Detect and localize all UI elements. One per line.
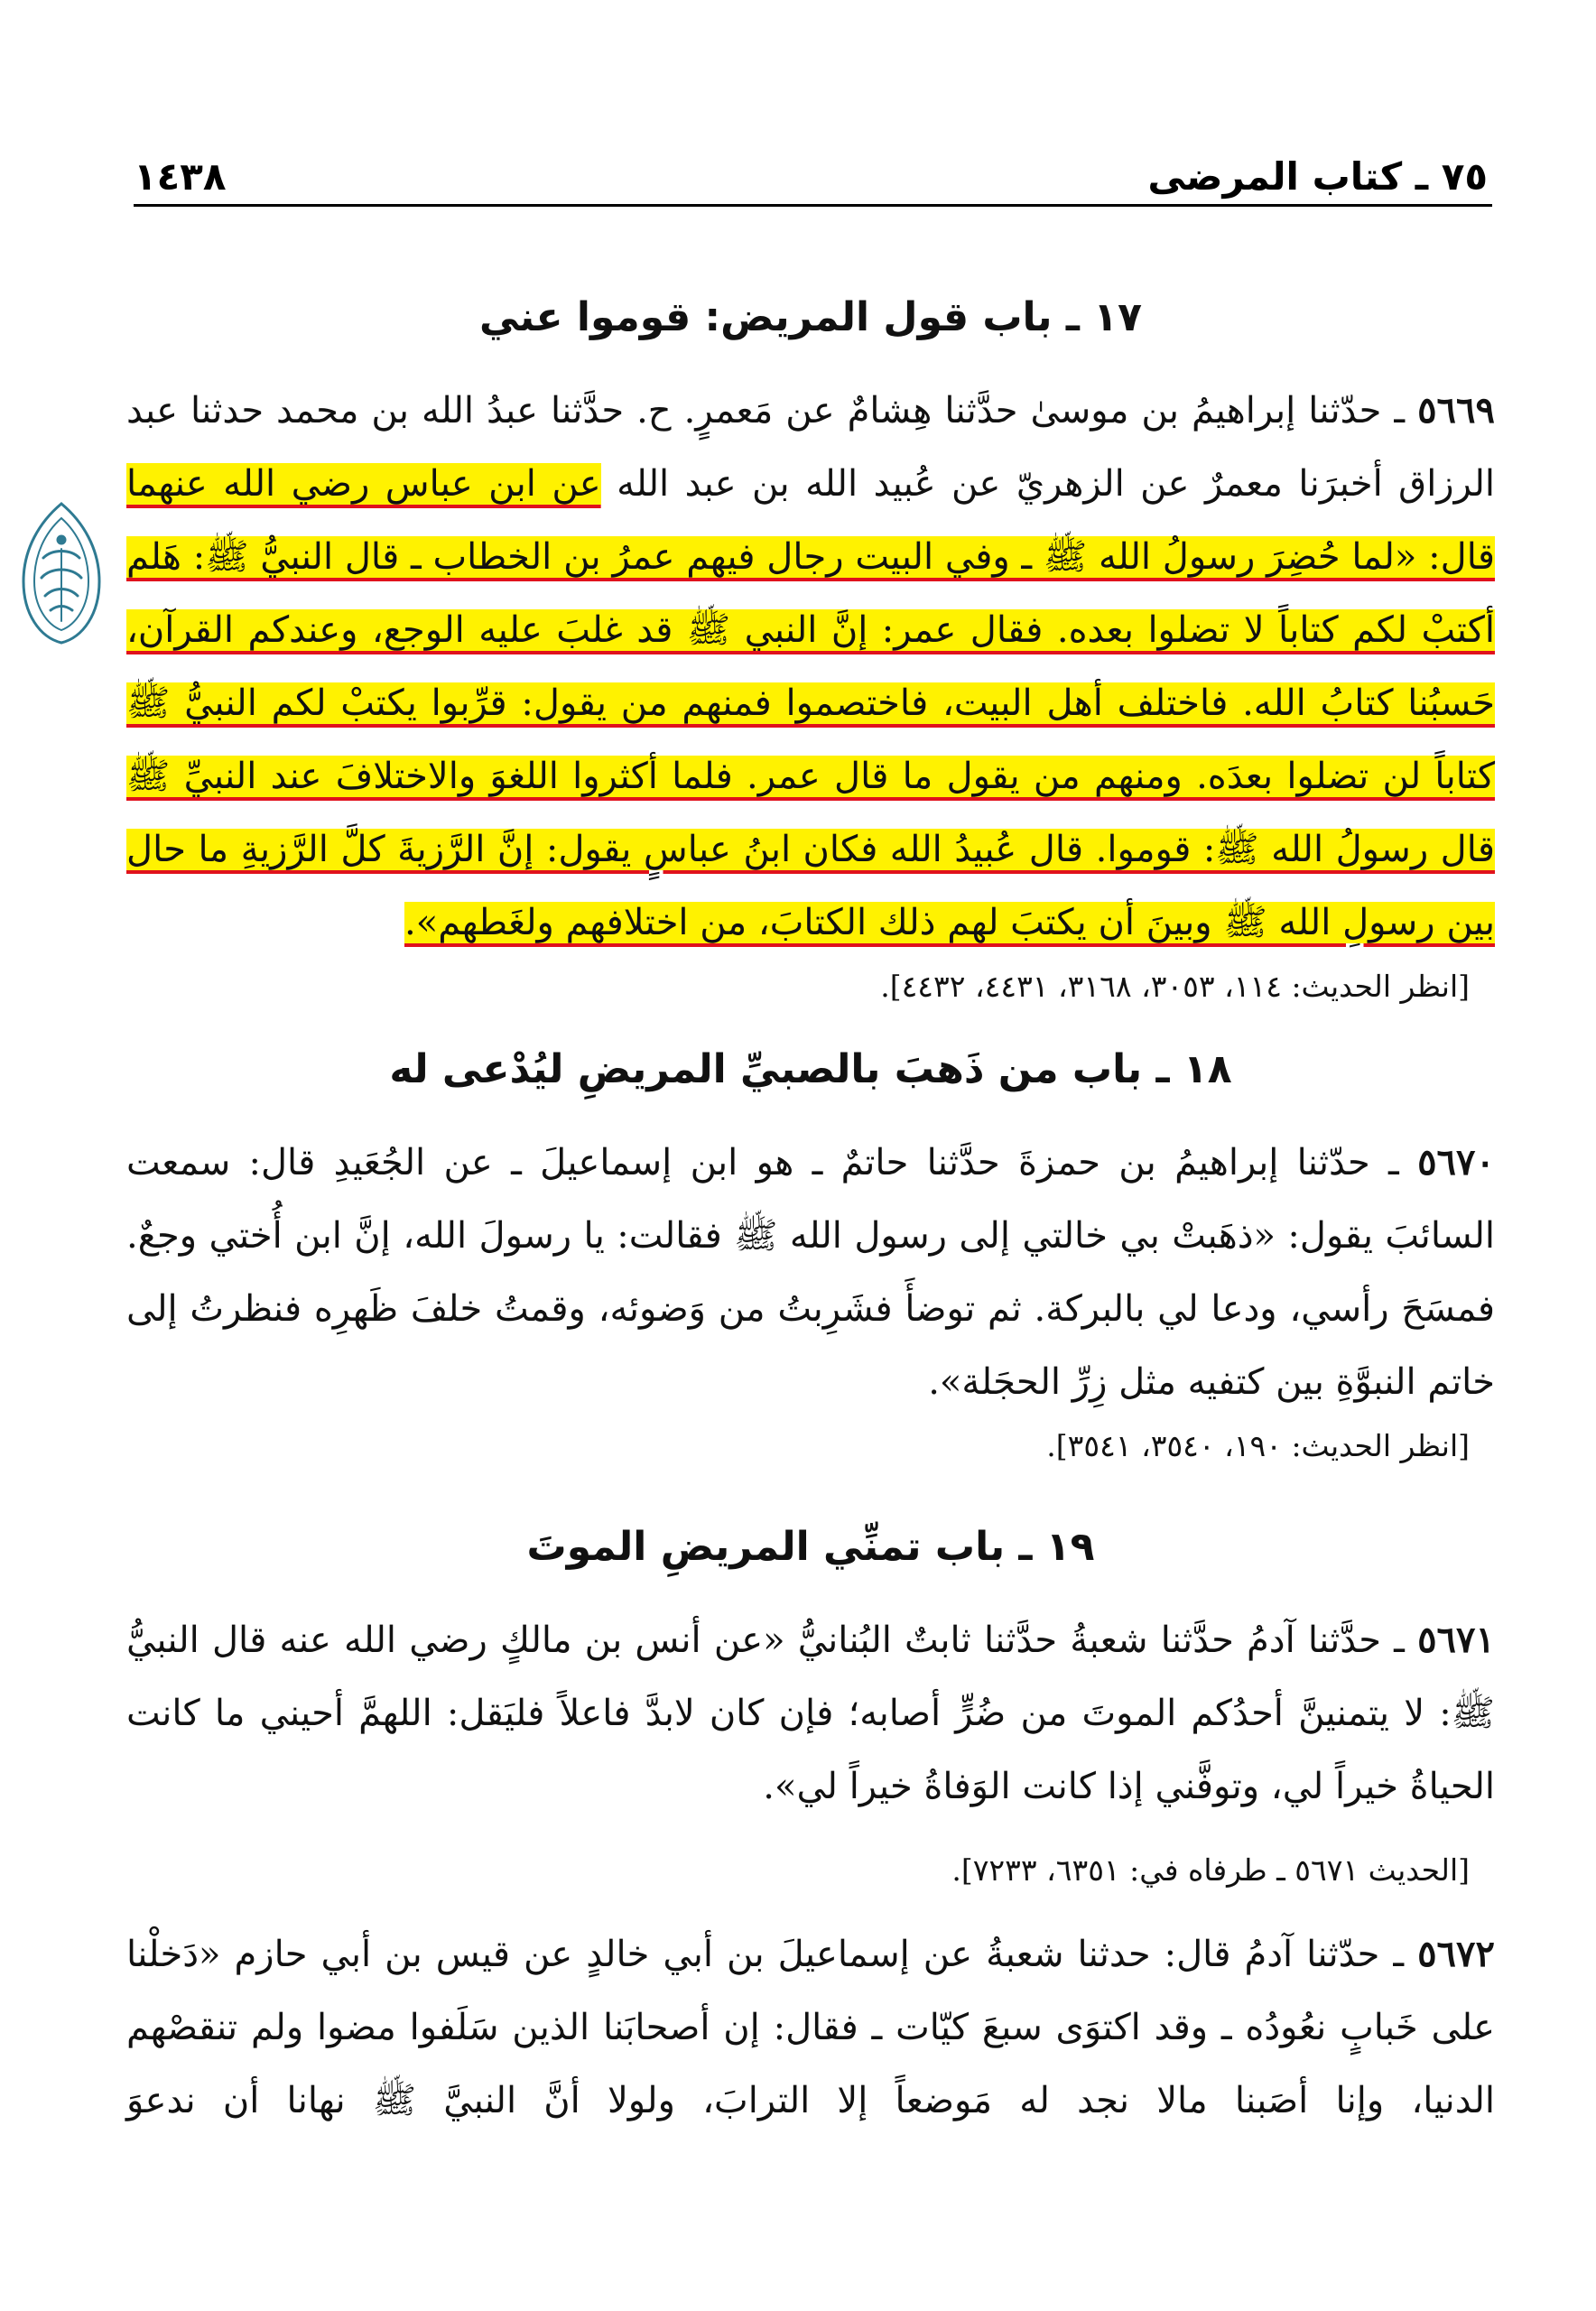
seal-stamp-icon — [11, 495, 112, 650]
highlighted-passage: عن ابن عباس رضي الله عنهما قال: «لما حُضِرَ رسولُ الله ﷺ ـ وفي البيت رجال فيهم عمرُ بن الخطاب ـ قال النبيُّ ﷺ: هَلم أكتبْ لكم كتاباً لا تضلوا بعده. فقال عمر: إنَّ النبي ﷺ قد غلبَ عليه الوجع، وعندكم القرآن، حَسبُنا كتابُ الله. فاختلف أهل البيت، فاختصموا فمنهم من يقول: قرِّبوا يكتبْ لكم النبيُّ ﷺ كتاباً لن تضلوا بعدَه. ومنهم من يقول ما قال عمر. فلما أكثروا اللغوَ والاختلافَ عند النبيِّ ﷺ قال رسولُ الله ﷺ: قوموا. قال عُبيدُ الله فكان ابنُ عباسٍ يقول: إنَّ الرَّزيةَ كلَّ الرَّزيةِ ما حال بين رسولِ الله ﷺ وبينَ أن يكتبَ لهم ذلك الكتابَ، من اختلافهم ولغَطهم». — [126, 463, 1495, 943]
book-title: ٧٥ ـ كتاب المرضى — [1147, 154, 1488, 199]
hadith-chain: ـ حدّثنا إبراهيمُ بن موسىٰ حدَّثنا هِشامٌ عن مَعمرٍ. ح. حدَّثنا عبدُ الله بن محمد حدثنا عبد الرزاق أخبرَنا معمرٌ عن الزهريّ عن عُبيد الله بن عبد الله — [126, 390, 1495, 505]
chapter-title: ١٧ ـ باب قول المريض: قوموا عني — [479, 294, 1142, 340]
hadith-paragraph — [126, 1603, 1495, 1824]
hadith-number: ٥٦٦٩ — [1417, 389, 1495, 432]
hadith-paragraph — [126, 1917, 1495, 2138]
hadith-reference: [انظر الحديث: ١١٤، ٣٠٥٣، ٣١٦٨، ٤٤٣١، ٤٤٣٢]. — [880, 969, 1470, 1004]
hadith-number: ٥٦٧١ — [1417, 1619, 1495, 1661]
hadith-text: ـ حدّثنا آدمُ قال: حدثنا شعبةُ عن إسماعيلَ بن أبي خالدٍ عن قيس بن أبي حازم «دَخلْنا على خَبابٍ نعُودُه ـ وقد اكتوَى سبعَ كيّات ـ فقال: إن أصحابَنا الذين سَلَفوا مضوا ولم تنقصْهم الدنيا، وإنا أصَبنا مالا نجد له مَوضعاً إلا الترابَ، ولولا أنَّ النبيَّ ﷺ نهانا أن ندعوَ — [126, 1934, 1495, 2121]
chapter-title: ١٩ ـ باب تمنِّي المريضِ الموتَ — [526, 1524, 1095, 1570]
header-divider — [134, 204, 1492, 207]
hadith-text: ـ حدّثنا إبراهيمُ بن حمزةَ حدَّثنا حاتمٌ ـ هو ابن إسماعيلَ ـ عن الجُعَيدِ قال: سمعت السائبَ يقول: «ذهَبتْ بي خالتي إلى رسول الله ﷺ فقالت: يا رسولَ الله، إنَّ ابن أُختي وجعٌ. فمسَحَ رأسي، ودعا لي بالبركة. ثم توضأَ فشَرِبتُ من وَضوئه، وقمتُ خلفَ ظَهرِه فنظرتُ إلى خاتم النبوَّةِ بين كتفيه مثل زِرِّ الحجَلة». — [126, 1142, 1495, 1403]
hadith-reference: [الحديث ٥٦٧١ ـ طرفاه في: ٦٣٥١، ٧٢٣٣]. — [951, 1852, 1470, 1888]
hadith-reference: [انظر الحديث: ١٩٠، ٣٥٤٠، ٣٥٤١]. — [1046, 1428, 1470, 1463]
hadith-number: ٥٦٧٠ — [1417, 1141, 1495, 1183]
page-body — [126, 282, 1495, 2138]
hadith-paragraph — [126, 374, 1495, 960]
hadith-paragraph — [126, 1126, 1495, 1419]
hadith-number: ٥٦٧٢ — [1417, 1933, 1495, 1975]
hadith-text: ـ حدَّثنا آدمُ حدَّثنا شعبةُ حدَّثنا ثابتٌ البُنانيُّ «عن أنس بن مالكٍ رضي الله عنه قال النبيُّ ﷺ: لا يتمنينَّ أحدُكم الموتَ من ضُرٍّ أصابه؛ فإن كان لابدَّ فاعلاً فليَقل: اللهمَّ أحيني ما كانت الحياةُ خيراً لي، وتوفَّني إذا كانت الوَفاةُ خيراً لي». — [126, 1620, 1495, 1807]
running-header — [134, 135, 1488, 199]
chapter-title: ١٨ ـ باب من ذَهبَ بالصبيِّ المريضِ ليُدْعى له — [389, 1046, 1232, 1092]
page-number: ١٤٣٨ — [134, 154, 227, 199]
